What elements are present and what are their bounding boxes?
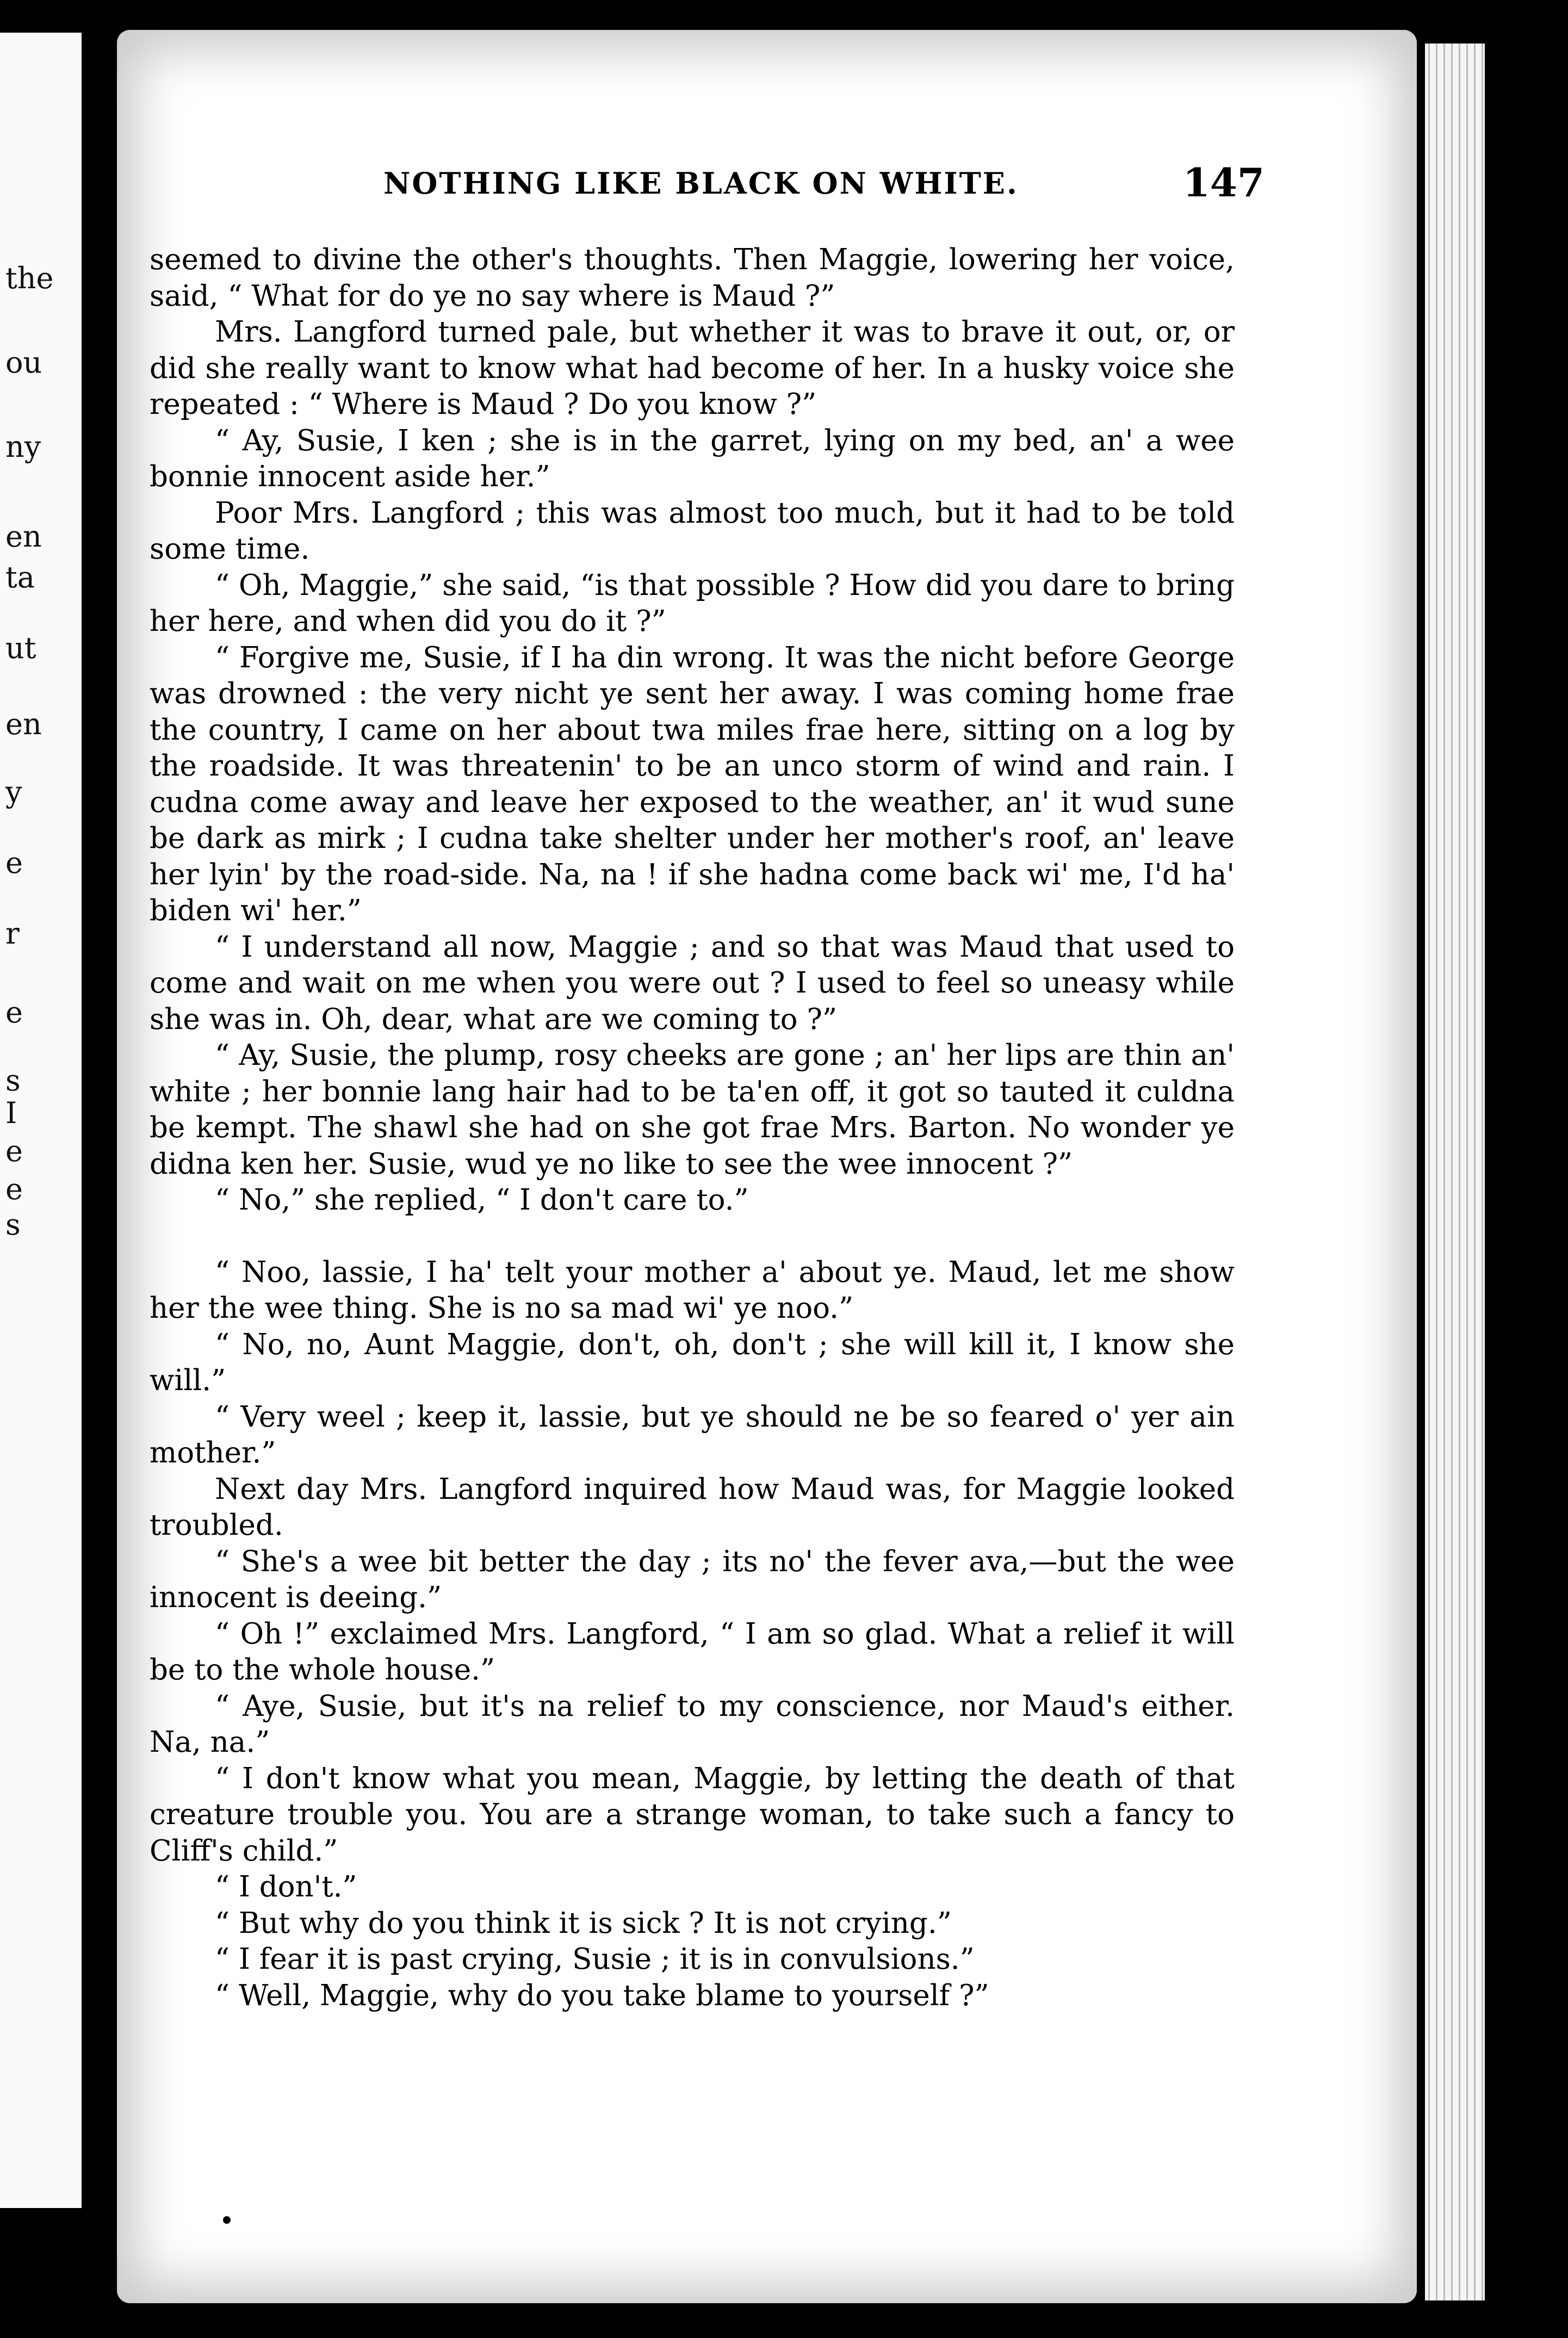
paragraph: seemed to divine the other's thoughts. Then Maggie, lowering her voice, said, “ What for do ye no say where is Maud ?” <box>150 243 1235 313</box>
facing-page-fragment: en <box>5 519 42 554</box>
paragraph: “ Very weel ; keep it, lassie, but ye should ne be so feared o' yer ain mother.” <box>150 1400 1235 1469</box>
facing-page-fragment: ou <box>5 345 42 380</box>
facing-page-fragment: ta <box>5 560 35 594</box>
paragraph: “ I understand all now, Maggie ; and so that was Maud that used to come and wait on me when you were out ? I used to feel so uneasy while she was in. Oh, dear, what are we coming to ?” <box>150 930 1235 1036</box>
paragraph: “ I don't.” <box>215 1870 357 1903</box>
ink-speck <box>223 2216 231 2224</box>
facing-page-fragment: I <box>5 1096 17 1130</box>
paragraph: “ But why do you think it is sick ? It is not crying.” <box>215 1906 952 1940</box>
paragraph: “ She's a wee bit better the day ; its no' the fever ava,—but the wee innocent is deeing.” <box>150 1545 1235 1614</box>
facing-page-fragment: ut <box>5 631 36 665</box>
paragraph: “ No,” she replied, “ I don't care to.” <box>215 1183 749 1217</box>
facing-page-fragment: e <box>5 1134 23 1168</box>
paragraph: “ No, no, Aunt Maggie, don't, oh, don't ; she will kill it, I know she will.” <box>150 1328 1235 1397</box>
facing-page-fragment: y <box>5 775 22 809</box>
facing-page-fragment: the <box>5 261 54 295</box>
facing-page-fragment: e <box>5 995 23 1030</box>
facing-page-fragment: e <box>5 1172 23 1206</box>
facing-page-fragment: s <box>5 1063 21 1097</box>
facing-page-edge <box>0 33 82 2208</box>
page-stack-edge <box>1425 44 1485 2300</box>
facing-page-fragment: e <box>5 846 23 880</box>
paragraph: “ Well, Maggie, why do you take blame to yourself ?” <box>215 1979 989 2012</box>
paragraph: “ Ay, Susie, the plump, rosy cheeks are gone ; an' her lips are thin an' white ; her bonnie lang hair had to be ta'en off, it got so tauted it culdna be kempt. The shawl she had on she got frae Mrs. Barton. No wonder ye didna ken her. Susie, wud ye no like to see the wee innocent ?” <box>150 1039 1235 1181</box>
paragraph: Poor Mrs. Langford ; this was almost too much, but it had to be told some time. <box>150 496 1235 566</box>
page-number: 147 <box>1182 159 1265 206</box>
paragraph: “ Oh !” exclaimed Mrs. Langford, “ I am so glad. What a relief it will be to the whole house.” <box>150 1617 1235 1686</box>
paragraph: “ Noo, lassie, I ha' telt your mother a' about ye. Maud, let me show her the wee thing. She is no sa mad wi' ye noo.” <box>150 1255 1235 1325</box>
page-body <box>150 242 1235 2014</box>
running-title: NOTHING LIKE BLACK ON WHITE. <box>383 166 1019 201</box>
facing-page-fragment: en <box>5 707 42 741</box>
paragraph: Mrs. Langford turned pale, but whether it was to brave it out, or, or did she really want to know what had become of her. In a husky voice she repeated : “ Where is Maud ? Do you know ?” <box>150 315 1235 421</box>
paragraph: “ Ay, Susie, I ken ; she is in the garret, lying on my bed, an' a wee bonnie innocent aside her.” <box>150 424 1235 493</box>
paragraph: “ I fear it is past crying, Susie ; it is in convulsions.” <box>215 1943 975 1976</box>
facing-page-fragment: s <box>5 1207 21 1242</box>
page-header <box>383 159 1265 206</box>
facing-page-fragment: ny <box>5 430 41 464</box>
paragraph: Next day Mrs. Langford inquired how Maud was, for Maggie looked troubled. <box>150 1472 1235 1542</box>
paragraph: “ Oh, Maggie,” she said, “is that possible ? How did you dare to bring her here, and when did you do it ?” <box>150 568 1235 638</box>
paragraph: “ Aye, Susie, but it's na relief to my conscience, nor Maud's either. Na, na.” <box>150 1689 1235 1759</box>
paragraph: “ Forgive me, Susie, if I ha din wrong. It was the nicht before George was drowned : the very nicht ye sent her away. I was coming home frae the country, I came on her about twa miles frae here, sitting on a log by the roadside. It was threatenin' to be an unco storm of wind and rain. I cudna come away and leave her exposed to the weather, an' it wud sune be dark as mirk ; I cudna take shelter under her mother's roof, an' leave her lyin' by the road-side. Na, na ! if she hadna come back wi' me, I'd ha' biden wi' her.” <box>150 641 1235 927</box>
facing-page-fragment: r <box>5 916 20 951</box>
paragraph: “ I don't know what you mean, Maggie, by letting the death of that creature trouble you. You are a strange woman, to take such a fancy to Cliff's child.” <box>150 1762 1235 1868</box>
